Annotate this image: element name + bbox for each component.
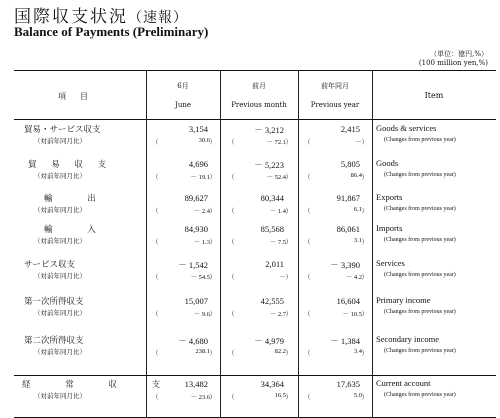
value-prev-year: 86,061	[336, 224, 360, 234]
value-june: 84,930	[184, 224, 208, 234]
pct-prev-month-value: －	[279, 274, 286, 281]
value-prev-year: 17,635	[336, 379, 360, 389]
header-prev-year-en: Previous year	[310, 101, 360, 109]
value-prev-year: － 3,390	[330, 260, 360, 270]
value-prev-year: 91,867	[336, 193, 360, 203]
row-label-en: Services	[376, 258, 405, 268]
row-label-jp: 貿 易 収 支	[28, 160, 113, 170]
table-header	[14, 71, 496, 120]
header-item-en	[372, 71, 496, 119]
header-prev-month-jp: 前月	[252, 82, 266, 90]
pct-prev-year-value: 3.1	[353, 237, 362, 244]
value-june: － 4,680	[178, 336, 208, 346]
table-row: 貿 易 収 支 （対前年同月比） 4,696 － 5,223 5,805 （ － 19.1 ） （ － 52.4 ） （ 86.4 ） Goods (Changes from previous year)	[28, 158, 456, 181]
value-june: － 1,542	[178, 260, 208, 270]
header-june	[146, 71, 220, 119]
row-label-en: Exports	[376, 192, 403, 202]
pct-prev-year-value: 86.4	[350, 172, 362, 179]
row-sub-label-jp: （対前年同月比）	[34, 348, 86, 356]
row-sub-label-jp: （対前年同月比）	[34, 309, 86, 317]
value-prev-year: 2,415	[340, 124, 360, 134]
unit-jp: （単位：億円,%）	[430, 50, 488, 58]
row-label-jp: 第一次所得収支	[24, 297, 84, 307]
value-prev-year: 5,805	[340, 159, 360, 169]
header-prev-year-jp: 前年同月	[321, 82, 349, 90]
value-prev-month: 80,344	[260, 193, 284, 203]
value-june: 13,482	[184, 379, 208, 389]
row-sub-label-en: (Changes from previous year)	[384, 172, 456, 178]
row-sub-label-jp: （対前年同月比）	[34, 137, 86, 145]
pct-june-value: 30.6	[198, 137, 210, 144]
pct-prev-year-value: 3.4	[353, 348, 362, 355]
row-sub-label-en: (Changes from previous year)	[384, 206, 456, 212]
row-label-en: Goods & services	[376, 123, 437, 133]
pct-june-value: － 23.6	[190, 394, 210, 401]
row-label-en: Goods	[376, 158, 399, 168]
title-jp-sub: （速報）	[128, 10, 188, 26]
row-sub-label-en: (Changes from previous year)	[384, 137, 456, 143]
value-prev-month: － 3,212	[254, 125, 284, 135]
table-row: 経 常 収 支 （対前年同月比） 13,482 34,364 17,635 （ － 23.6 ） （ 16.5 ） （ 5.0 ） Current account (Changes from previous year)	[14, 375, 496, 403]
row-sub-label-jp: （対前年同月比）	[34, 237, 86, 245]
header-prev-month-en: Previous month	[231, 101, 287, 109]
pct-june-value: － 2.4	[193, 208, 210, 215]
pct-prev-month-value: － 2.7	[269, 311, 286, 318]
row-sub-label-en: (Changes from previous year)	[384, 237, 456, 243]
pct-prev-month-value: 82.2	[274, 348, 286, 355]
row-sub-label-en: (Changes from previous year)	[384, 348, 456, 354]
table-row: 輸 入 （対前年同月比） 84,930 85,568 86,061 （ － 1.3 ） （ － 7.5 ） （ 3.1 ） Imports (Changes from previous year)	[34, 223, 456, 246]
unit-note	[419, 50, 488, 68]
row-label-en: Primary income	[376, 295, 431, 305]
value-prev-month: － 5,223	[254, 160, 284, 170]
row-label-jp: サービス収支	[24, 260, 76, 270]
header-june-jp: 6月	[177, 82, 189, 90]
table-row: 第一次所得収支 （対前年同月比） 15,007 42,555 16,604 （ － 9.6 ） （ － 2.7 ） （ － 10.5 ） Primary income (Changes from previous year)	[24, 295, 456, 318]
pct-prev-year-value: － 4.2	[345, 274, 362, 281]
row-sub-label-en: (Changes from previous year)	[384, 392, 456, 398]
page-title-en: Balance of Payments (Preliminary)	[14, 24, 209, 39]
pct-june-value: 238.1	[195, 348, 210, 355]
value-prev-month: 2,011	[265, 259, 284, 269]
row-label-jp: 輸 出	[44, 194, 112, 204]
row-label-en: Imports	[376, 223, 403, 233]
header-prev-month	[220, 71, 298, 119]
header-june-en: June	[175, 101, 191, 109]
value-prev-year: － 1,384	[330, 336, 360, 346]
table-row: 貿易・サービス収支 （対前年同月比） 3,154 － 3,212 2,415 （ 30.6 ） （ － 72.1 ） （ － ） Goods & services (Changes from previous year)	[24, 123, 456, 146]
row-sub-label-jp: （対前年同月比）	[34, 206, 86, 214]
row-sub-label-jp: （対前年同月比）	[34, 172, 86, 180]
row-label-jp: 貿易・サービス収支	[24, 125, 101, 135]
pct-prev-year-value: 5.0	[353, 392, 362, 399]
row-sub-label-en: (Changes from previous year)	[384, 309, 456, 315]
pct-prev-month-value: － 72.1	[266, 139, 286, 146]
pct-prev-year-value: 6.1	[353, 206, 362, 213]
value-june: 4,696	[188, 159, 208, 169]
unit-en: (100 million yen,%)	[418, 59, 488, 67]
pct-prev-year-value: －	[355, 139, 362, 146]
value-june: 15,007	[184, 296, 208, 306]
table-row: 輸 出 （対前年同月比） 89,627 80,344 91,867 （ － 2.4 ） （ － 1.4 ） （ 6.1 ） Exports (Changes from previous year)	[34, 192, 456, 215]
pct-june-value: － 9.6	[193, 311, 210, 318]
value-june: 89,627	[184, 193, 208, 203]
pct-prev-month-value: 16.5	[274, 392, 286, 399]
pct-june-value: － 19.1	[190, 174, 210, 181]
table-row: サービス収支 （対前年同月比） － 1,542 2,011 － 3,390 （ － 54.5 ） （ － ） （ － 4.2 ） Services (Changes from previous year)	[24, 258, 456, 281]
row-label-en: Secondary income	[376, 334, 440, 344]
value-prev-year: 16,604	[336, 296, 360, 306]
pct-prev-month-value: － 1.4	[269, 208, 286, 215]
pct-prev-year-value: － 10.5	[342, 311, 362, 318]
value-prev-month: 34,364	[260, 379, 284, 389]
row-label-jp: 第二次所得収支	[24, 336, 84, 346]
row-label-jp: 輸 入	[44, 225, 112, 235]
value-prev-month: － 4,979	[254, 336, 284, 346]
header-prev-year	[298, 71, 372, 119]
balance-table	[14, 70, 496, 418]
row-sub-label-jp: （対前年同月比）	[34, 392, 86, 400]
header-item-jp	[14, 71, 146, 119]
pct-june-value: － 1.3	[193, 239, 210, 246]
value-june: 3,154	[188, 124, 208, 134]
table-row: 第二次所得収支 （対前年同月比） － 4,680 － 4,979 － 1,384 （ 238.1 ） （ 82.2 ） （ 3.4 ） Secondary income (Changes from previous year)	[24, 334, 456, 357]
pct-prev-month-value: － 52.4	[266, 174, 286, 181]
pct-june-value: － 54.5	[190, 274, 210, 281]
title-jp-main: 国際収支状況	[14, 7, 128, 27]
value-prev-month: 85,568	[260, 224, 284, 234]
row-sub-label-jp: （対前年同月比）	[34, 272, 86, 280]
header-item-en-label: Item	[424, 91, 444, 100]
row-sub-label-en: (Changes from previous year)	[384, 272, 456, 278]
row-label-en: Current account	[376, 378, 431, 388]
header-item-jp-label: 項目	[58, 92, 102, 101]
pct-prev-month-value: － 7.5	[269, 239, 286, 246]
value-prev-month: 42,555	[260, 296, 284, 306]
row-label-jp: 経 常 収 支	[22, 380, 177, 390]
